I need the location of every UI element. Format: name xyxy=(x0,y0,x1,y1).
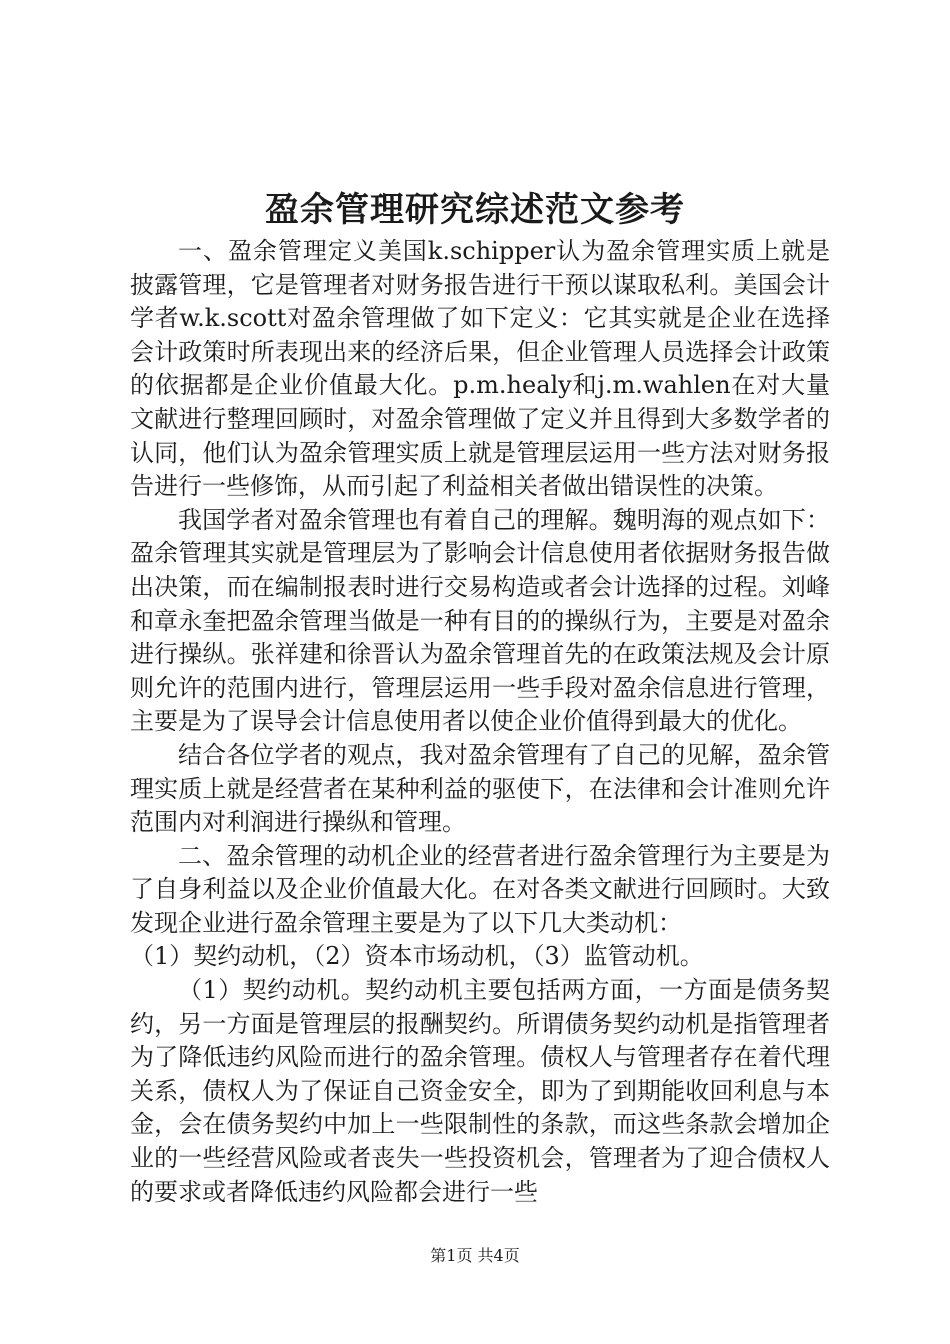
document-body xyxy=(130,235,830,1209)
page-number-footer: 第1页 共4页 xyxy=(430,1246,520,1265)
paragraph-motive-list: （1）契约动机，（2）资本市场动机，（3）监管动机。 xyxy=(130,942,704,971)
paragraph-domestic-scholars: 我国学者对盈余管理也有着自己的理解。魏明海的观点如下：盈余管理其实就是管理层为了影响会计信息使用者依据财务报告做出决策，而在编制报表时进行交易构造或者会计选择的过程。刘峰和章永奎把盈余管理当做是一种有目的的操纵行为，主要是对盈余进行操纵。张祥建和徐晋认为盈余管理首先的在政策法规及会计原则允许的范围内进行，管理层运用一些手段对盈余信息进行管理，主要是为了误导会计信息使用者以使企业价值得到最大的优化。 xyxy=(130,505,830,736)
paragraph-motives: 二、盈余管理的动机企业的经营者进行盈余管理行为主要是为了自身利益以及企业价值最大化。在对各类文献进行回顾时。大致发现企业进行盈余管理主要是为了以下几大类动机： xyxy=(130,841,830,937)
document-title: 盈余管理研究综述范文参考 xyxy=(265,190,685,230)
paragraph-contract-motive: （1）契约动机。契约动机主要包括两方面，一方面是债务契约，另一方面是管理层的报酬契约。所谓债务契约动机是指管理者为了降低违约风险而进行的盈余管理。债权人与管理者存在着代理关系，债权人为了保证自己资金安全，即为了到期能收回利息与本金，会在债务契约中加上一些限制性的条款，而这些条款会增加企业的一些经营风险或者丧失一些投资机会，管理者为了迎合债权人的要求或者降低违约风险都会进行一些 xyxy=(130,976,830,1206)
paragraph-own-view: 结合各位学者的观点，我对盈余管理有了自己的见解，盈余管理实质上就是经营者在某种利益的驱使下，在法律和会计准则允许范围内对利润进行操纵和管理。 xyxy=(130,740,830,837)
paragraph-definition: 一、盈余管理定义美国k.schipper认为盈余管理实质上就是披露管理，它是管理者对财务报告进行干预以谋取私利。美国会计学者w.k.scott对盈余管理做了如下定义：它其实就是企业在选择会计政策时所表现出来的经济后果，但企业管理人员选择会计政策的依据都是企业价值最大化。p.m.healy和j.m.wahlen在对大量文献进行整理回顾时，对盈余管理做了定义并且得到大多数学者的认同，他们认为盈余管理实质上就是管理层运用一些方法对财务报告进行一些修饰，从而引起了利益相关者做出错误性的决策。 xyxy=(130,237,830,501)
